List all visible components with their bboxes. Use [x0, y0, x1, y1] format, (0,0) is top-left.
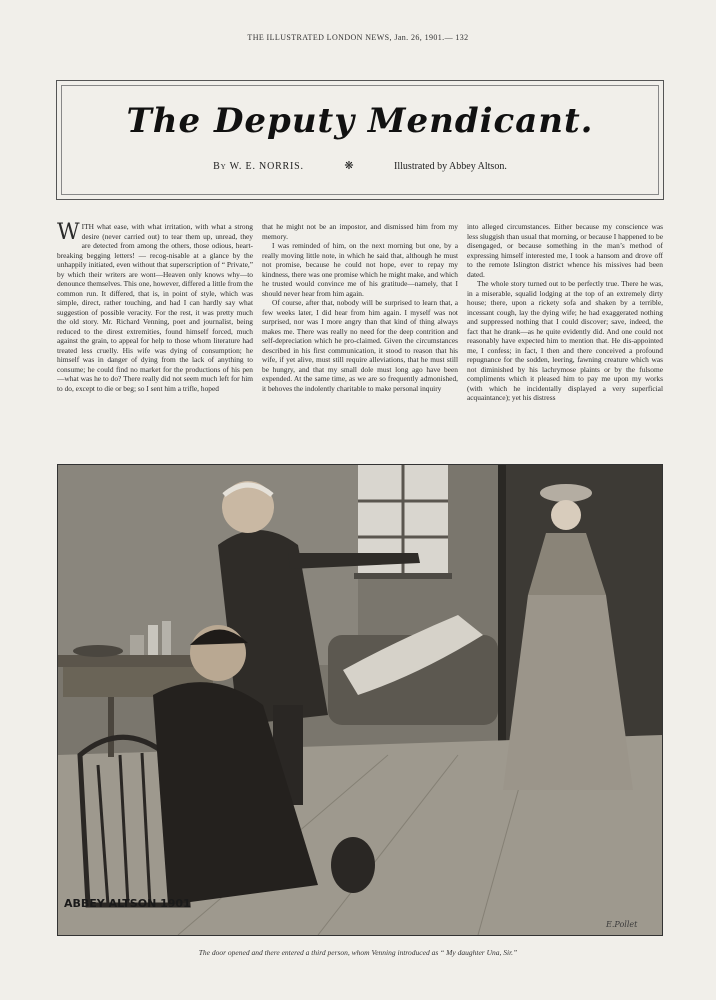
artist-signature: ABBEY ALTSON 1901	[64, 897, 191, 910]
paragraph: I was reminded of him, on the next morning but one, by a really moving little note, in which he said that, although he must not promise, because he could not hope, ever to repay my kindness, there was one promise which he might make, and which he trusted would convince me of his gratitude—namely, that I should never hear from him again.	[262, 241, 458, 298]
bottle	[162, 621, 171, 655]
bottle	[148, 625, 158, 655]
article-columns	[57, 222, 663, 462]
illustration-drawing	[58, 465, 662, 935]
paragraph	[57, 222, 253, 393]
title-box	[56, 80, 664, 200]
top-hat	[331, 837, 375, 893]
illustration-caption: The door opened and there entered a third person, whom Venning introduced as “ My daughter Una, Sir.”	[198, 948, 518, 957]
byline	[57, 159, 663, 172]
article-column-1	[57, 222, 253, 462]
glass	[130, 635, 144, 655]
running-head: THE ILLUSTRATED LONDON NEWS, Jan. 26, 1901.— 132	[247, 33, 469, 42]
paragraph: into alleged circumstances. Either because my conscience was less sluggish than usual that morning, or because I happened to be disengaged, or because something in the man’s method of expressing himself interested me, I took a hansom and drove off to the remote Islington district whence his missives had been dated.	[467, 222, 663, 279]
daughter-head	[551, 500, 581, 530]
drop-cap: W	[57, 222, 80, 245]
article-column-2	[262, 222, 458, 462]
paragraph-text: ITH what ease, with what irritation, with what a strong desire (never carried out) to tear them up, unread, they are detected from among the others, those odious, heart-breaking begging letters! — recog-nisable at a glance by the unhappily initiated, even without that superscription of “ Private,” by which their writers are wont—Heaven only knows why—to denounce themselves. This one, however, differed a little from the common run. It differed, that is, in point of style, which was simple, direct, rather touching, and had I can hardly say what suggestion of possible veracity. For the rest, it was pretty much the old story. Mr. Richard Venning, poet and journalist, being reduced to the direst extremities, found himself forced, much against the grain, to appeal for help to those whom literature had treated less cruelly. His wife was dying of consumption; he himself was in danger of dying from the lack of anything to consume; he could find no market for the productions of his pen—what was he to do? There really did not seem much left for him to do, except to die or beg; so I sent him a trifle, hoped	[57, 222, 253, 393]
ornament-separator: ❋	[344, 160, 354, 172]
engraver-signature: E.Pollet	[606, 920, 638, 929]
paragraph: that he might not be an impostor, and dismissed him from my memory.	[262, 222, 458, 241]
article-column-3	[467, 222, 663, 462]
paragraph: Of course, after that, nobody will be surprised to learn that, a few weeks later, I did hear from him again. I myself was not surprised, nor was I more angry than that kind of thing always makes me. There was really no need for the deep contrition and self-depreciation which he pro-claimed. Given the circumstances described in his first communication, it stood to reason that his wife, if yet alive, must still require alleviations, that he must still be hungry, and that my small dole must long ago have been expended. At the same time, as we are so frequently admonished, it behoves the indolently charitable to make personal inquiry	[262, 298, 458, 393]
illustrator-credit: Illustrated by Abbey Altson.	[394, 161, 507, 172]
daughter-hat	[540, 484, 592, 502]
article-title: The Deputy Mendicant.	[126, 101, 594, 141]
illustration	[57, 464, 663, 936]
author-name: By W. E. NORRIS.	[213, 161, 304, 172]
paragraph: The whole story turned out to be perfectly true. There he was, in a miserable, squalid lodging at the top of an extremely dirty house; there, upon a rickety sofa and shaken by a terrible, incessant cough, lay the dying wife; he had exaggerated nothing and suppressed nothing that I could discover; save, indeed, the fact that he drank—as he quite evidently did. And one could not reasonably have expected him to mention that. He dis-appointed me, I confess; in fact, I then and there conceived a profound repugnance for the sodden, leering, fawning creature which was not diminished by his lachrymose plaints or by the fulsome compliments which it pleased him to pay me upon my works (with which he incidentally displayed a very superficial acquaintance); yet his distress	[467, 279, 663, 402]
